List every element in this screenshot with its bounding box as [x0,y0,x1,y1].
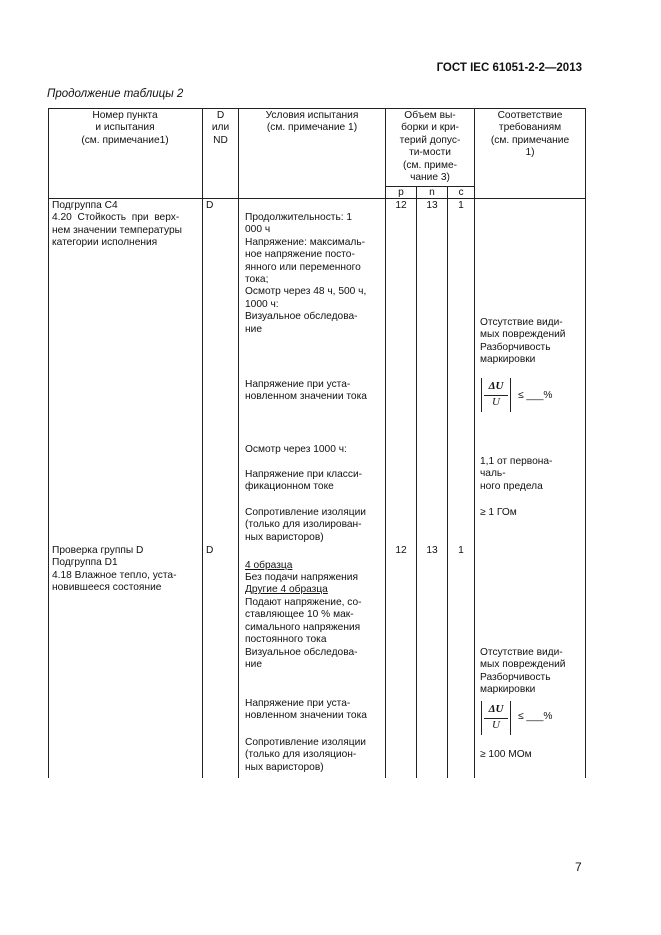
header-d-nd: D или ND [211,110,230,146]
col-border-5 [474,108,475,778]
col-border-6 [585,108,586,778]
group1-cond-voltage: Напряжение при уста- новленном значении тока [245,379,367,403]
page-number: 7 [575,860,582,874]
group1-cond-class-voltage: Напряжение при класси- фикационном токе [245,469,363,493]
group2-cond-applied-voltage: Подают напряжение, со- ставляющее 10 % мак- симального напряжения постоянного тока Визуальное обследова- ние [245,597,362,671]
group1-n: 13 [426,200,438,211]
header-sub-c: c [458,187,464,198]
group1-cond-duration: Продолжительность: 1 000 ч Напряжение: максималь- ное напряжение посто- янного или переменного тока; Осмотр через 48 ч, 500 ч, 1000 ч: Визуальное обследова- ние [245,212,367,335]
group1-req-delta-formula [481,378,511,412]
group2-d: D [206,545,214,556]
group2-test: Проверка группы D Подгруппа D1 4.18 Влажное тепло, уста- новившееся состояние [52,545,177,594]
group2-cond-voltage: Напряжение при уста- новленном значении тока [245,698,367,722]
group2-cond-no-voltage: Без подачи напряжения [245,572,358,583]
group2-req-delta-formula [481,701,511,735]
group1-req-insulation: ≥ 1 ГОм [480,507,517,518]
col-border-p-n [416,186,417,778]
group1-req-initial-limit: 1,1 от первона- чаль- ного предела [480,456,553,492]
delta-u-numerator: ΔU [488,703,504,715]
group2-n: 13 [426,545,438,556]
group1-c: 1 [458,200,464,211]
col-border-3 [238,108,239,778]
group1-req-percent: ≤ ___% [518,390,553,401]
col-border-2 [202,108,203,778]
table-caption: Продолжение таблицы 2 [47,88,184,100]
table-top-border [48,108,586,109]
group1-req-visual: Отсутствие види- мых повреждений Разборчивость маркировки [480,317,566,366]
header-bottom-border [48,198,586,199]
header-test-conditions: Условия испытания (см. примечание 1) [265,110,359,134]
group1-p: 12 [395,200,407,211]
group2-req-visual: Отсутствие види- мых повреждений Разборчивость маркировки [480,647,566,696]
group2-p: 12 [395,545,407,556]
document-code: ГОСТ IEC 61051-2-2—2013 [436,62,582,74]
header-sample-size: Объем вы- борки и кри- терий допус- ти-мости (см. приме- чание 3) [399,110,461,184]
col-border-n-c [447,186,448,778]
group2-cond-other-4-samples: Другие 4 образца [245,584,328,595]
group2-req-insulation: ≥ 100 МОм [480,749,532,760]
header-compliance: Соответствие требованиям (см. примечание 1) [490,110,570,159]
col-border-1 [48,108,49,778]
group1-d: D [206,200,214,211]
group2-req-percent: ≤ ___% [518,711,553,722]
group1-test: Подгруппа С4 4.20 Стойкость при верх- нем значении температуры категории исполнения [52,200,182,249]
header-sub-p: p [398,187,404,198]
u-denominator: U [492,396,500,408]
group2-c: 1 [458,545,464,556]
u-denominator: U [492,719,500,731]
header-test-number: Номер пункта и испытания (см. примечание1) [81,110,169,146]
group1-cond-insulation: Сопротивление изоляции (только для изолирован- ных варисторов) [245,507,366,543]
delta-u-numerator: ΔU [488,380,504,392]
header-sub-n: n [429,187,435,198]
group1-cond-inspection: Осмотр через 1000 ч: [245,444,347,455]
group2-cond-insulation: Сопротивление изоляции (только для изоляцион- ных варисторов) [245,737,366,773]
group2-cond-4-samples: 4 образца [245,560,293,571]
